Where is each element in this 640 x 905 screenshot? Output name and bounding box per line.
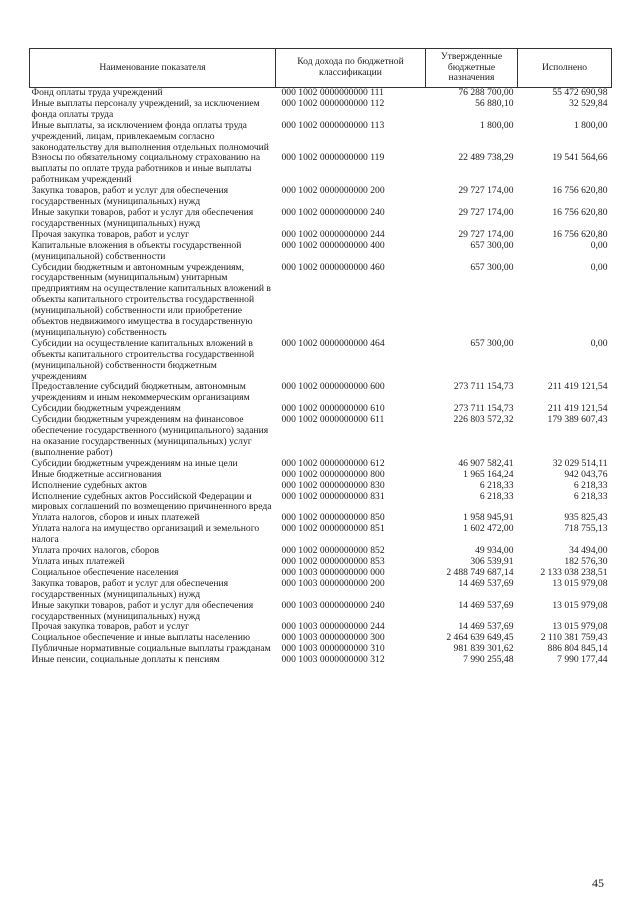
row-executed-cell: 0,00 [590,261,608,273]
row-code-cell: 000 1002 0000000000 853 [281,555,385,567]
row-approved-cell: 14 469 537,69 [458,577,514,589]
row-executed-cell: 32 529,84 [569,97,608,109]
row-approved-cell: 1 965 164,24 [463,468,514,480]
header-income-code: Код дохода по бюджетной классификации [276,49,426,88]
row-approved-cell: 49 934,00 [475,545,514,557]
row-name-cell: Уплата налогов, сборов и иных платежей [31,512,200,524]
row-executed-cell: 886 804 845,14 [547,643,608,655]
row-code-cell: 000 1002 0000000000 612 [281,457,385,469]
row-executed-cell: 179 389 607,43 [547,414,608,426]
row-name-cell: Иные выплаты, за исключением фонда оплаты труда учреждений, лицам, привлекаемым согласно законодательству для выполнения отдельных полномочий [31,119,269,153]
row-code-cell: 000 1003 0000000000 000 [281,566,385,578]
row-code-cell: 000 1002 0000000000 119 [281,152,385,164]
row-code-cell: 000 1002 0000000000 200 [281,185,385,197]
row-name-cell: Закупка товаров, работ и услуг для обеспечения государственных (муниципальных) нужд [31,185,229,208]
table-row [30,470,612,481]
row-name-cell: Социальное обеспечение и иные выплаты населению [31,632,250,644]
row-executed-cell: 13 015 979,08 [552,599,608,611]
row-approved-cell: 981 839 301,62 [453,643,514,655]
row-executed-cell: 32 029 514,11 [552,457,608,469]
row-code-cell: 000 1002 0000000000 852 [281,545,385,557]
row-code-cell: 000 1002 0000000000 244 [281,228,385,240]
row-name-cell: Социальное обеспечение населения [31,566,179,578]
row-name-cell: Субсидии бюджетным учреждениям [31,403,181,415]
row-executed-cell: 13 015 979,08 [552,577,608,589]
row-name-cell: Закупка товаров, работ и услуг для обеспечения государственных (муниципальных) нужд [31,577,229,600]
row-name-cell: Публичные нормативные социальные выплаты гражданам [31,643,271,655]
header-executed: Исполнено [518,49,612,88]
table-body [30,88,612,667]
table-row [30,99,612,121]
table-row [30,524,612,546]
row-executed-cell: 16 756 620,80 [552,228,608,240]
row-executed-cell: 0,00 [590,337,608,349]
row-approved-cell: 56 880,10 [475,97,514,109]
row-executed-cell: 935 825,43 [564,512,608,524]
row-name-cell: Капитальные вложения в объекты государственной (муниципальной) собственности [31,239,242,262]
row-code-cell: 000 1002 0000000000 850 [281,512,385,524]
table-row [30,579,612,601]
row-executed-cell: 182 576,30 [564,555,608,567]
row-executed-cell: 211 419 121,54 [547,403,608,415]
row-name-cell: Субсидии бюджетным учреждениям на финансовое обеспечение государственного (муниципального) задания на оказание государственных (муниципальных) услуг (выполнение работ) [31,414,269,458]
row-name-cell: Предоставление субсидий бюджетным, автономным учреждениям и иным некоммерческим организациям [31,381,250,404]
row-approved-cell: 2 488 749 687,14 [446,566,514,578]
row-code-cell: 000 1003 0000000000 244 [281,621,385,633]
row-executed-cell: 942 043,76 [564,468,608,480]
row-code-cell: 000 1002 0000000000 112 [281,97,385,109]
table-header [30,49,612,88]
row-approved-cell: 2 464 639 649,45 [446,632,514,644]
row-executed-cell: 211 419 121,54 [547,381,608,393]
table-row [30,655,612,666]
row-name-cell: Исполнение судебных актов [31,479,147,491]
row-code-cell: 000 1002 0000000000 464 [281,337,385,349]
row-code-cell: 000 1003 0000000000 310 [281,643,385,655]
table-row [30,153,612,186]
table-row [30,601,612,623]
row-code-cell: 000 1002 0000000000 113 [281,119,385,131]
row-approved-cell: 29 727 174,00 [458,206,514,218]
row-code-cell: 000 1002 0000000000 830 [281,479,385,491]
table-row [30,415,612,459]
row-code-cell: 000 1003 0000000000 300 [281,632,385,644]
row-code-cell: 000 1003 0000000000 240 [281,599,385,611]
row-executed-cell: 16 756 620,80 [552,206,608,218]
row-executed-cell: 6 218,33 [573,490,608,502]
table-row [30,263,612,339]
row-approved-cell: 6 218,33 [479,490,514,502]
row-approved-cell: 7 990 255,48 [463,654,514,666]
row-name-cell: Уплата прочих налогов, сборов [31,545,160,557]
row-executed-cell: 16 756 620,80 [552,185,608,197]
row-approved-cell: 1 958 945,91 [463,512,514,524]
table-row [30,382,612,404]
table-row [30,186,612,208]
table-row [30,208,612,230]
row-approved-cell: 273 711 154,73 [453,381,514,393]
row-approved-cell: 22 489 738,29 [458,152,514,164]
row-executed-cell: 2 110 381 759,43 [540,632,608,644]
row-name-cell: Исполнение судебных актов Российской Федерации и мировых соглашений по возмещению причиненного вреда [31,490,272,513]
row-code-cell: 000 1002 0000000000 611 [281,414,385,426]
row-approved-cell: 657 300,00 [470,239,514,251]
row-name-cell: Иные закупки товаров, работ и услуг для обеспечения государственных (муниципальных) нужд [31,206,254,229]
row-name-cell: Субсидии на осуществление капитальных вложений в объекты капитального строительства государственной (муниципальной) собственности бюджетным учреждениям [31,337,255,382]
header-indicator-name: Наименование показателя [30,49,276,88]
row-code-cell: 000 1003 0000000000 312 [281,654,385,666]
page-number: 45 [592,876,604,890]
table-row [30,121,612,154]
row-code-cell: 000 1002 0000000000 240 [281,206,385,218]
row-code-cell: 000 1003 0000000000 200 [281,577,385,589]
row-approved-cell: 6 218,33 [479,479,514,491]
row-code-cell: 000 1002 0000000000 851 [281,523,385,535]
row-approved-cell: 14 469 537,69 [458,599,514,611]
row-executed-cell: 718 755,13 [564,523,608,535]
row-code-cell: 000 1002 0000000000 800 [281,468,385,480]
row-approved-cell: 14 469 537,69 [458,621,514,633]
row-approved-cell: 29 727 174,00 [458,228,514,240]
row-code-cell: 000 1002 0000000000 460 [281,261,385,273]
header-approved-assignments: Утвержденные бюджетные назначения [426,49,518,88]
row-approved-cell: 46 907 582,41 [458,457,514,469]
row-executed-cell: 19 541 564,66 [552,152,608,164]
row-executed-cell: 34 494,00 [569,545,608,557]
row-code-cell: 000 1002 0000000000 610 [281,403,385,415]
row-executed-cell: 2 133 038 238,51 [540,566,608,578]
row-name-cell: Субсидии бюджетным учреждениям на иные цели [31,457,238,469]
row-approved-cell: 1 800,00 [479,119,514,131]
row-executed-cell: 1 800,00 [573,119,608,131]
table-row [30,339,612,383]
budget-execution-table [29,48,612,666]
row-name-cell: Иные закупки товаров, работ и услуг для обеспечения государственных (муниципальных) нужд [31,599,254,622]
row-approved-cell: 226 803 572,32 [453,414,514,426]
row-approved-cell: 657 300,00 [470,261,514,273]
row-executed-cell: 0,00 [590,239,608,251]
row-name-cell: Иные выплаты персоналу учреждений, за исключением фонда оплаты труда [31,97,260,120]
row-name-cell: Прочая закупка товаров, работ и услуг [31,621,190,633]
row-name-cell: Прочая закупка товаров, работ и услуг [31,228,190,240]
row-approved-cell: 1 602 472,00 [463,523,514,535]
table-row [30,481,612,492]
row-code-cell: 000 1002 0000000000 831 [281,490,385,502]
row-name-cell: Фонд оплаты труда учреждений [31,87,163,98]
row-executed-cell: 13 015 979,08 [552,621,608,633]
row-executed-cell: 6 218,33 [573,479,608,491]
row-name-cell: Иные бюджетные ассигнования [31,468,162,480]
row-code-cell: 000 1002 0000000000 111 [281,87,384,98]
row-code-cell: 000 1002 0000000000 600 [281,381,385,393]
row-executed-cell: 7 990 177,44 [557,654,608,666]
row-name-cell: Уплата иных платежей [31,555,125,567]
row-approved-cell: 29 727 174,00 [458,185,514,197]
row-name-cell: Взносы по обязательному социальному страхованию на выплаты по оплате труда работников и иные выплаты работникам учреждений [31,152,261,186]
table-row [30,241,612,263]
table-row [30,492,612,514]
row-code-cell: 000 1002 0000000000 400 [281,239,385,251]
row-name-cell: Уплата налога на имущество организаций и земельного налога [31,523,260,546]
row-name-cell: Иные пенсии, социальные доплаты к пенсиям [31,654,220,666]
row-approved-cell: 657 300,00 [470,337,514,349]
row-approved-cell: 76 288 700,00 [458,87,514,98]
row-approved-cell: 273 711 154,73 [453,403,514,415]
row-executed-cell: 55 472 690,98 [552,87,608,98]
row-name-cell: Субсидии бюджетным и автономным учреждениям, государственным (муниципальным) унитарным предприятиям на осуществление капитальных вложений в объекты капитального строительства государственной (муниципальной) собственности или приобретение объектов недвижимого имущества в государственную (муниципальную) собственность [31,261,271,338]
row-approved-cell: 306 539,91 [470,555,514,567]
